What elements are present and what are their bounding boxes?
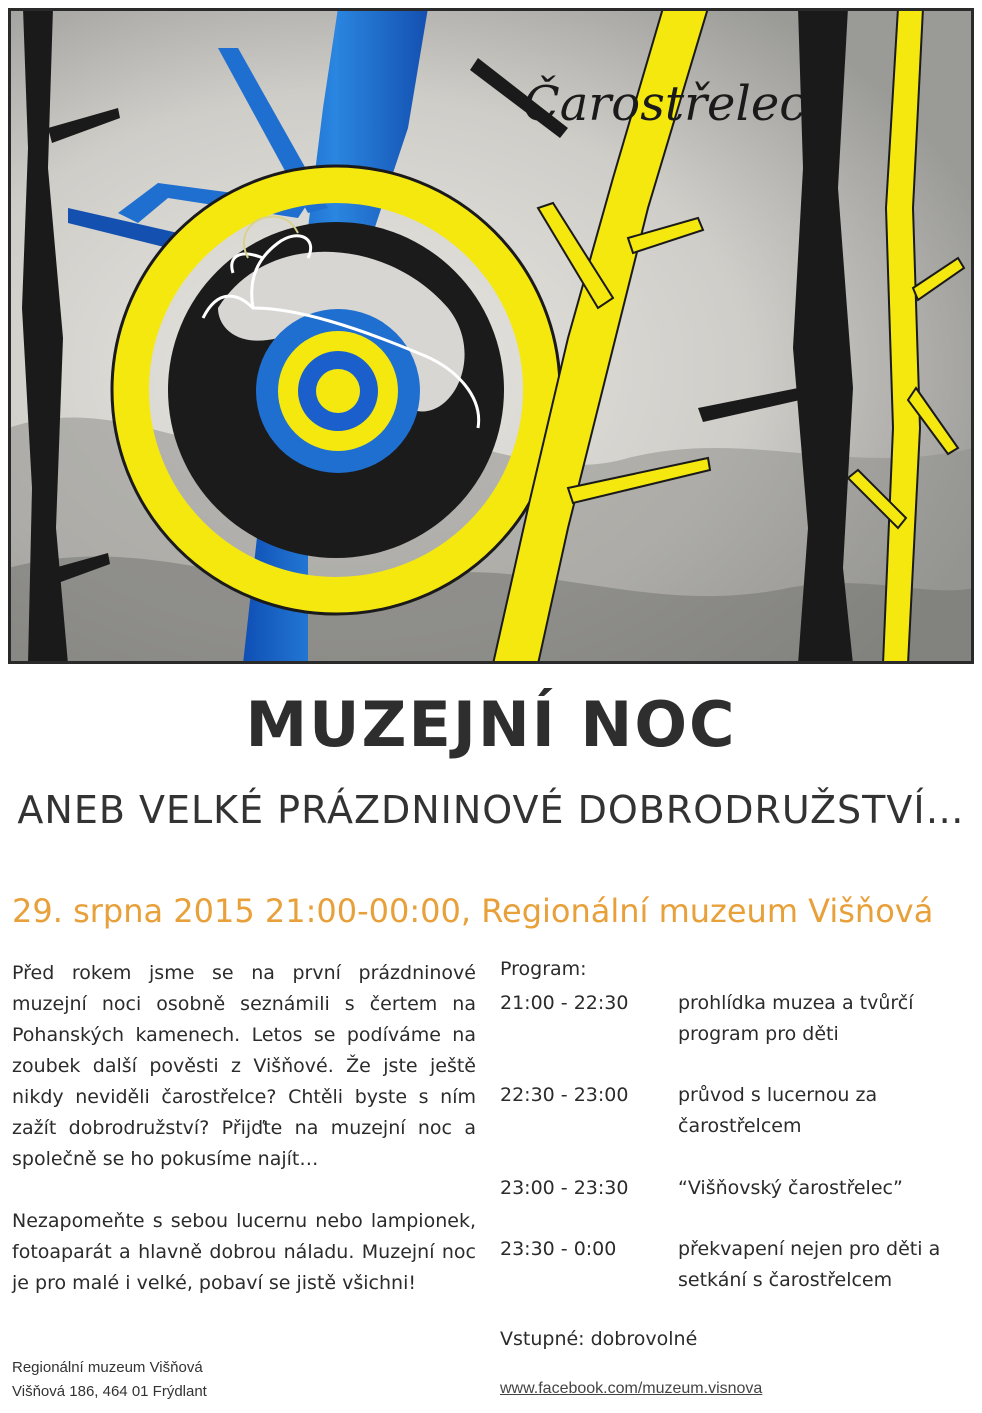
forest-archer-painting xyxy=(8,8,974,664)
artwork-signature: Čarostřelec xyxy=(523,76,807,132)
program-activity: “Višňovský čarostřelec” xyxy=(678,1177,903,1199)
program-time: 23:30 - 0:00 xyxy=(500,1238,617,1260)
event-title: MUZEJNÍ NOC xyxy=(245,688,737,761)
museum-address xyxy=(12,1356,472,1404)
program-activity: prohlídka muzea a tvůrčí program pro děti xyxy=(678,992,914,1045)
program-time: 21:00 - 22:30 xyxy=(500,992,629,1014)
program-time: 22:30 - 23:00 xyxy=(500,1084,629,1106)
event-subtitle: ANEB VELKÉ PRÁZDNINOVÉ DOBRODRUŽSTVÍ… xyxy=(17,788,965,832)
yellow-bullseye xyxy=(316,369,360,413)
address-line-name: Regionální muzeum Višňová xyxy=(12,1359,203,1376)
program-time: 23:00 - 23:30 xyxy=(500,1177,629,1199)
program-activity: průvod s lucernou za čarostřelcem xyxy=(678,1084,878,1137)
address-line-street: Višňová 186, 464 01 Frýdlant xyxy=(12,1383,207,1400)
intro-paragraph: Před rokem jsme se na první prázdninové muzejní noci osobně seznámili s čertem na Pohanských kamenech. Letos se podíváme na zoubek další pověsti z Višňové. Že jste ještě nikdy neviděli čarostřelce? Chtěli byste s ním zažít dobrodružství? Přijďte na muzejní noc a společně se ho pokusíme najít… xyxy=(12,962,476,1170)
reminder-paragraph: Nezapomeňte s sebou lucernu nebo lampionek, fotoaparát a hlavně dobrou náladu. Muzejní noc je pro malé i velké, pobaví se jistě všichni! xyxy=(12,1210,476,1294)
poster-illustration xyxy=(8,8,974,664)
facebook-link[interactable]: www.facebook.com/muzeum.visnova xyxy=(500,1380,763,1397)
event-date-venue: 29. srpna 2015 21:00-00:00, Regionální muzeum Višňová xyxy=(12,892,934,930)
entry-fee: Vstupné: dobrovolné xyxy=(500,1328,698,1350)
program-heading: Program: xyxy=(500,958,587,980)
program-activity: překvapení nejen pro děti a setkání s čarostřelcem xyxy=(678,1238,941,1291)
